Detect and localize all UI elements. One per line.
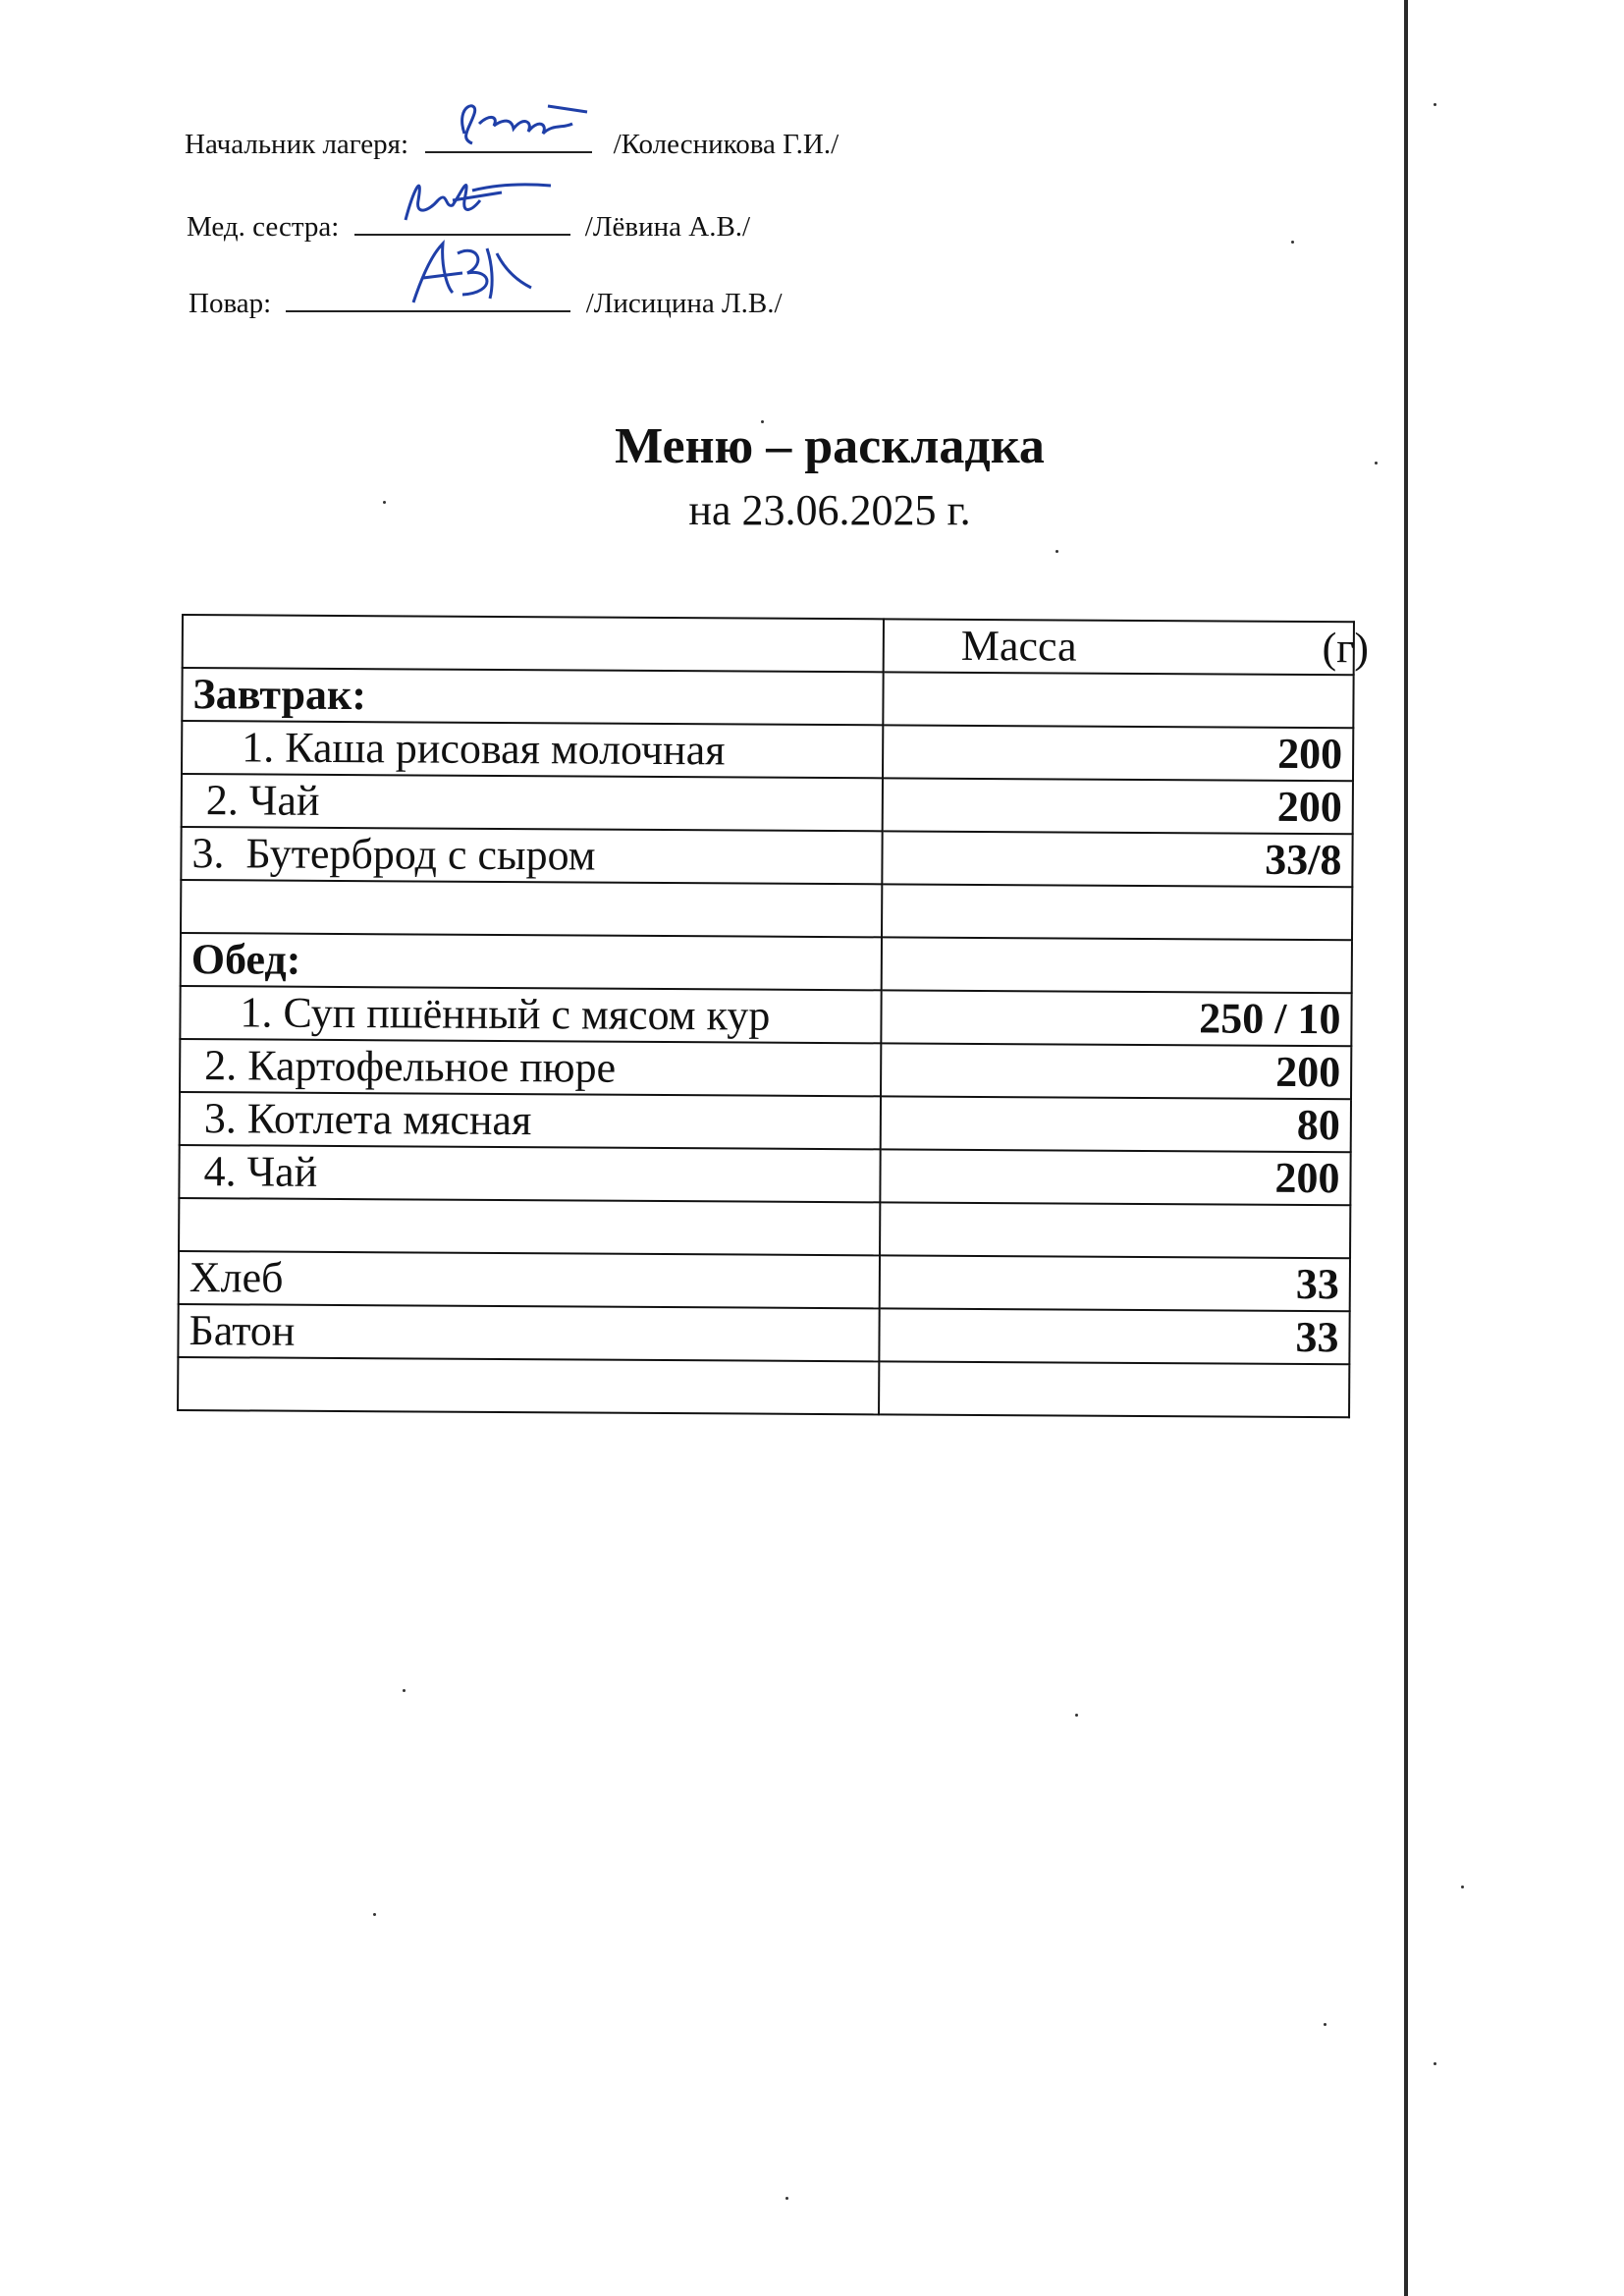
dish-cell [181, 827, 882, 884]
dish-name: Чай [248, 776, 320, 825]
table-row [182, 721, 1353, 781]
dish-name: Каша рисовая молочная [285, 723, 726, 775]
page-edge-line [1404, 0, 1408, 2296]
empty-row [179, 1198, 1350, 1258]
table-row [179, 1251, 1350, 1311]
empty-row [178, 1357, 1349, 1417]
signatory-role: Начальник лагеря: [185, 129, 409, 160]
table-row [178, 1304, 1349, 1364]
dish-name: Суп пшённый с мясом кур [283, 988, 771, 1040]
extra-item-mass: 33 [879, 1308, 1349, 1364]
scan-speck [1434, 103, 1436, 106]
dish-name: Картофельное пюре [247, 1041, 617, 1092]
mass-unit-header: (г) [1322, 624, 1370, 673]
dish-mass: 33/8 [882, 831, 1352, 887]
scan-speck [1324, 2023, 1326, 2026]
mass-column-header: Масса [960, 621, 1077, 671]
signature-line [354, 208, 570, 236]
signatory-row-cook [189, 285, 783, 320]
section-row [182, 668, 1353, 728]
document-title: Меню – раскладка [615, 418, 1045, 474]
table-row [181, 827, 1352, 887]
scan-speck [785, 2197, 788, 2200]
dish-number: 3. [191, 829, 225, 878]
dish-cell [182, 774, 883, 831]
dish-name: Котлета мясная [246, 1094, 532, 1145]
signature-3 [286, 234, 570, 312]
dish-number: 2. [204, 1041, 238, 1090]
menu-table [177, 614, 1370, 1418]
scan-speck [373, 1913, 376, 1916]
dish-cell [179, 1145, 880, 1202]
dish-number: 3. [203, 1094, 238, 1143]
dish-number: 1. [242, 723, 275, 772]
section-title: Завтрак: [182, 668, 883, 725]
signatory-name: /Лисицина Л.В./ [585, 288, 783, 319]
dish-mass: 250 / 10 [881, 990, 1351, 1046]
header-mass-cell [884, 619, 1370, 675]
table-row [180, 1039, 1351, 1099]
dish-mass: 200 [883, 778, 1353, 834]
section-row [181, 933, 1352, 993]
table-row [180, 986, 1351, 1046]
signatory-name: /Колесникова Г.И./ [613, 129, 839, 160]
dish-number: 2. [205, 776, 239, 825]
dish-cell [180, 986, 881, 1043]
signature-line [425, 126, 592, 153]
document-subtitle: на 23.06.2025 г. [688, 486, 971, 534]
dish-mass: 200 [880, 1149, 1350, 1205]
section-title: Обед: [181, 933, 882, 990]
empty-row [181, 880, 1352, 940]
dish-mass: 200 [883, 725, 1353, 781]
signature-1 [425, 94, 592, 153]
dish-name: Чай [246, 1147, 318, 1196]
dish-cell [180, 1039, 881, 1096]
signatory-name: /Лёвина А.В./ [584, 211, 751, 243]
dish-number: 1. [240, 988, 273, 1037]
extra-item-name: Батон [178, 1304, 879, 1361]
dish-number: 4. [203, 1147, 237, 1196]
signatory-role: Повар: [189, 288, 272, 319]
extra-item-name: Хлеб [179, 1251, 880, 1308]
table-row [180, 1092, 1351, 1152]
scan-speck [1291, 241, 1294, 244]
scan-speck [1075, 1714, 1078, 1717]
dish-cell [180, 1092, 881, 1149]
header-name-cell [183, 615, 884, 672]
signatory-row-camp-head [185, 126, 839, 161]
table-row [182, 774, 1353, 834]
scan-speck [1056, 550, 1058, 553]
scan-speck [403, 1689, 406, 1692]
table-header-row [183, 615, 1354, 675]
dish-mass: 80 [881, 1096, 1351, 1152]
signatory-role: Мед. сестра: [187, 211, 340, 243]
extra-item-mass: 33 [880, 1255, 1350, 1311]
signature-line [286, 285, 570, 312]
scan-speck [1461, 1886, 1464, 1888]
dish-name: Бутерброд с сыром [245, 829, 596, 880]
dish-cell [182, 721, 883, 778]
dish-mass: 200 [881, 1043, 1351, 1099]
scan-speck [1434, 2062, 1436, 2065]
table-row [179, 1145, 1350, 1205]
signature-2 [354, 161, 570, 230]
